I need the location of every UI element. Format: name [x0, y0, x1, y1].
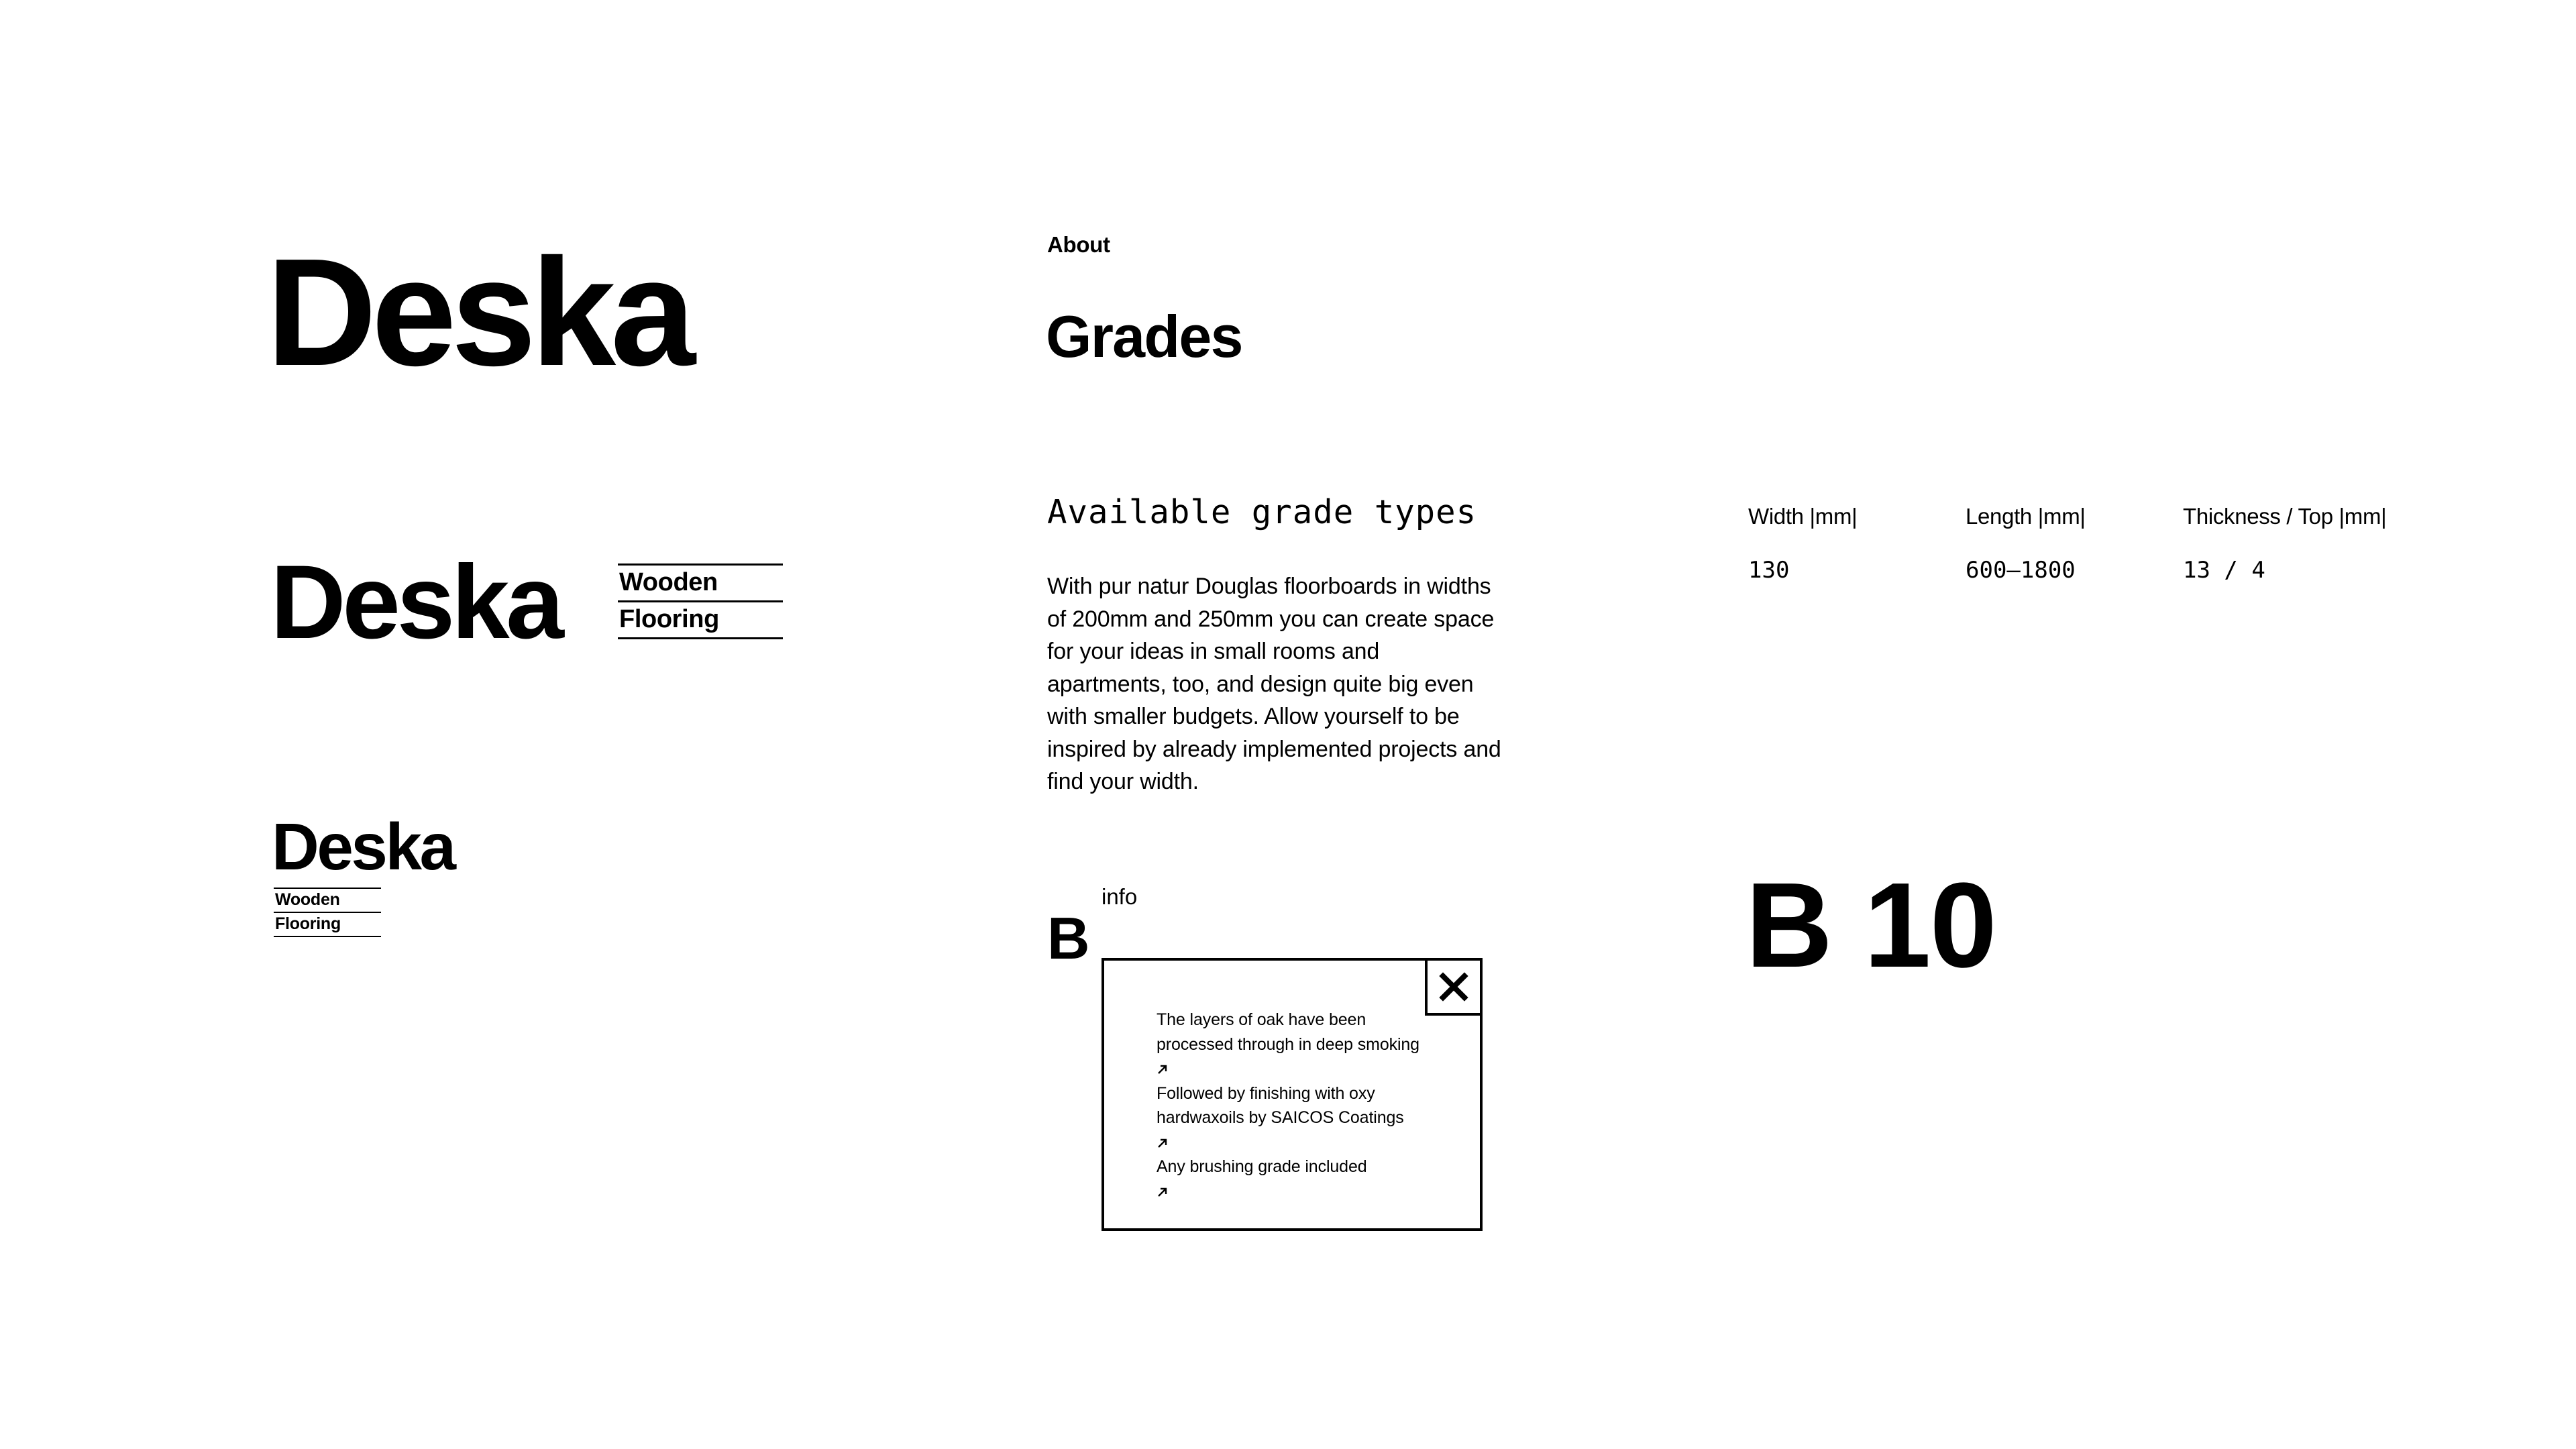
spec-value-length: 600–1800 [1966, 557, 2076, 584]
logo-small-tagline [274, 888, 381, 937]
info-item-text: The layers of oak have been processed through in deep smoking [1157, 1010, 1419, 1054]
spec-header-width: Width |mm| [1748, 504, 1858, 529]
section-label: About [1047, 232, 1110, 257]
spec-header-length: Length |mm| [1966, 504, 2086, 529]
spec-value-thickness: 13 / 4 [2183, 557, 2265, 584]
logo-medium: Deska [270, 544, 561, 661]
section-subtitle: Available grade types [1047, 493, 1477, 531]
arrow-up-right-icon[interactable] [1157, 1130, 1445, 1155]
spec-header-thickness: Thickness / Top |mm| [2183, 504, 2387, 529]
logo-medium-tagline [618, 564, 783, 639]
info-label: info [1102, 884, 1138, 909]
tagline-wooden: Wooden [274, 889, 381, 913]
description-text: With pur natur Douglas floorboards in widths of 200mm and 250mm you can create space for your ideas in small rooms and apartments, too, and design quite big even with smaller budgets. Allow yourself to be inspired by already implemented projects and find your width. [1047, 574, 1501, 794]
grade-code: B 10 [1746, 858, 1996, 993]
tagline-flooring: Flooring [274, 913, 381, 937]
page-title: Grades [1046, 303, 1242, 370]
tagline-wooden: Wooden [618, 566, 783, 602]
logo-large: Deska [266, 227, 690, 398]
grade-letter: B [1047, 905, 1090, 971]
logo-small: Deska [272, 810, 454, 883]
info-list [1157, 1008, 1445, 1203]
tagline-flooring: Flooring [618, 602, 783, 639]
info-item [1157, 1155, 1445, 1203]
info-item-text: Followed by finishing with oxy hardwaxoils by SAICOS Coatings [1157, 1083, 1404, 1127]
info-item [1157, 1081, 1445, 1155]
close-icon [1439, 972, 1468, 1002]
spec-value-width: 130 [1748, 557, 1790, 584]
arrow-up-right-icon[interactable] [1157, 1179, 1445, 1204]
info-item-text: Any brushing grade included [1157, 1157, 1367, 1176]
arrow-up-right-icon[interactable] [1157, 1057, 1445, 1081]
info-item [1157, 1008, 1445, 1081]
info-popover [1102, 958, 1483, 1231]
